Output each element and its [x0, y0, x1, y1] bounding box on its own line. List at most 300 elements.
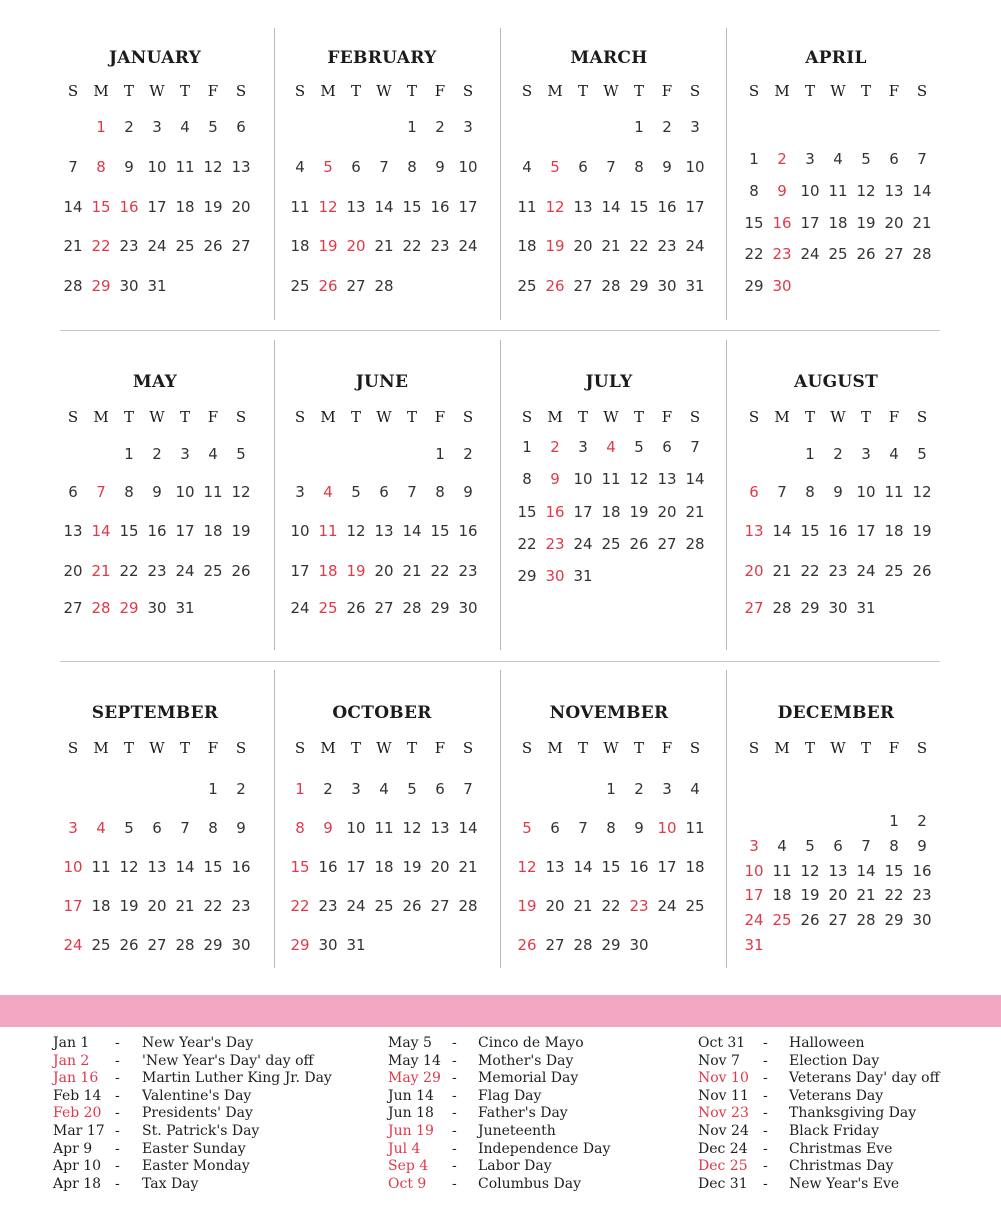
day-cell: 12: [629, 470, 649, 488]
day-cell: 17: [657, 858, 677, 876]
day-cell: 23: [545, 535, 565, 553]
day-cell: 28: [458, 897, 478, 915]
day-cell: 30: [545, 567, 565, 585]
day-cell: 14: [685, 470, 705, 488]
day-cell: 10: [800, 182, 820, 200]
holiday-date: Sep 4: [388, 1158, 429, 1175]
day-cell: 1: [889, 812, 899, 830]
day-cell: 15: [430, 522, 450, 540]
day-cell: 21: [175, 897, 195, 915]
month-title: FEBRUARY: [327, 48, 437, 68]
weekday-label: T: [179, 82, 190, 100]
divider-vertical: [500, 28, 501, 320]
day-cell: 2: [777, 150, 787, 168]
weekday-label: M: [93, 408, 109, 426]
day-cell: 10: [290, 522, 310, 540]
month-title: DECEMBER: [777, 703, 895, 723]
day-cell: 1: [295, 780, 305, 798]
day-cell: 18: [290, 237, 310, 255]
day-cell: 7: [690, 438, 700, 456]
weekday-label: W: [603, 82, 619, 100]
day-cell: 31: [346, 936, 366, 954]
day-cell: 19: [629, 503, 649, 521]
day-cell: 17: [175, 522, 195, 540]
day-cell: 28: [685, 535, 705, 553]
day-cell: 29: [517, 567, 537, 585]
day-cell: 8: [208, 819, 218, 837]
day-cell: 23: [231, 897, 251, 915]
day-cell: 30: [629, 936, 649, 954]
day-cell: 5: [522, 819, 532, 837]
day-cell: 1: [805, 445, 815, 463]
day-cell: 7: [606, 158, 616, 176]
day-cell: 16: [912, 861, 932, 880]
day-cell: 17: [290, 562, 310, 580]
weekday-label: F: [888, 408, 900, 426]
day-cell: 4: [522, 158, 532, 176]
holiday-separator: -: [763, 1140, 768, 1157]
day-cell: 31: [685, 277, 705, 295]
weekday-label: S: [689, 408, 701, 426]
weekday-label: W: [149, 82, 165, 100]
holiday-date: Apr 9: [53, 1140, 93, 1157]
day-cell: 7: [68, 158, 78, 176]
weekday-label: F: [207, 739, 219, 757]
day-cell: 25: [772, 911, 792, 930]
day-cell: 14: [458, 819, 478, 837]
day-cell: 2: [152, 445, 162, 463]
weekday-label: F: [888, 82, 900, 100]
day-cell: 19: [231, 522, 251, 540]
day-cell: 21: [912, 214, 932, 232]
holiday-name: Mother's Day: [478, 1052, 574, 1069]
day-cell: 11: [828, 182, 848, 200]
day-cell: 18: [517, 237, 537, 255]
day-cell: 26: [629, 535, 649, 553]
day-cell: 14: [912, 182, 932, 200]
day-cell: 15: [203, 858, 223, 876]
day-cell: 6: [662, 438, 672, 456]
day-cell: 22: [119, 562, 139, 580]
day-cell: 5: [805, 836, 815, 855]
month-title: JULY: [585, 372, 633, 392]
day-cell: 23: [772, 245, 792, 263]
day-cell: 9: [236, 819, 246, 837]
weekday-label: S: [235, 739, 247, 757]
day-cell: 26: [203, 237, 223, 255]
day-cell: 29: [119, 599, 139, 617]
holiday-name: Election Day: [789, 1052, 880, 1069]
day-cell: 2: [463, 445, 473, 463]
day-cell: 5: [124, 819, 134, 837]
day-cell: 24: [800, 245, 820, 263]
day-cell: 18: [203, 522, 223, 540]
day-cell: 1: [606, 780, 616, 798]
weekday-label: F: [888, 739, 900, 757]
day-cell: 18: [884, 522, 904, 540]
day-cell: 16: [430, 198, 450, 216]
weekday-label: S: [748, 82, 760, 100]
holiday-name: Cinco de Mayo: [478, 1035, 584, 1051]
day-cell: 1: [435, 445, 445, 463]
day-cell: 16: [458, 522, 478, 540]
day-cell: 10: [63, 858, 83, 876]
weekday-label: M: [774, 408, 790, 426]
day-cell: 19: [318, 237, 338, 255]
day-cell: 19: [800, 886, 820, 905]
day-cell: 26: [231, 562, 251, 580]
day-cell: 22: [629, 237, 649, 255]
holiday-separator: -: [115, 1087, 120, 1104]
weekday-label: S: [916, 82, 928, 100]
day-cell: 27: [63, 599, 83, 617]
day-cell: 26: [912, 562, 932, 580]
day-cell: 15: [601, 858, 621, 876]
day-cell: 26: [346, 599, 366, 617]
day-cell: 29: [800, 599, 820, 617]
weekday-label: F: [661, 82, 673, 100]
day-cell: 28: [912, 245, 932, 263]
weekday-label: S: [235, 408, 247, 426]
day-cell: 2: [662, 118, 672, 136]
day-cell: 15: [402, 198, 422, 216]
day-cell: 27: [430, 897, 450, 915]
weekday-label: T: [179, 739, 190, 757]
pink-band: [0, 995, 1001, 1027]
day-cell: 22: [800, 562, 820, 580]
day-cell: 26: [800, 911, 820, 930]
day-cell: 20: [657, 503, 677, 521]
holiday-name: 'New Year's Day' day off: [142, 1052, 314, 1069]
day-cell: 11: [203, 483, 223, 501]
day-cell: 12: [318, 198, 338, 216]
day-cell: 5: [323, 158, 333, 176]
day-cell: 13: [346, 198, 366, 216]
day-cell: 27: [657, 535, 677, 553]
holiday-name: Father's Day: [478, 1105, 568, 1122]
holiday-date: Dec 24: [698, 1140, 748, 1157]
day-cell: 25: [884, 562, 904, 580]
weekday-label: T: [123, 82, 134, 100]
day-cell: 16: [147, 522, 167, 540]
day-cell: 2: [917, 812, 927, 830]
day-cell: 3: [295, 483, 305, 501]
day-cell: 25: [828, 245, 848, 263]
day-cell: 24: [573, 535, 593, 553]
day-cell: 9: [152, 483, 162, 501]
holiday-separator: -: [763, 1070, 768, 1087]
day-cell: 30: [458, 599, 478, 617]
holiday-date: Mar 17: [53, 1123, 105, 1139]
holiday-name: Columbus Day: [478, 1175, 582, 1192]
day-cell: 28: [175, 936, 195, 954]
day-cell: 24: [346, 897, 366, 915]
weekday-label: T: [577, 82, 588, 100]
holiday-date: Oct 9: [388, 1175, 427, 1192]
weekday-label: S: [462, 408, 474, 426]
weekday-label: S: [294, 408, 306, 426]
day-cell: 12: [856, 182, 876, 200]
holiday-name: New Year's Eve: [789, 1175, 900, 1192]
holiday-name: New Year's Day: [142, 1035, 254, 1051]
day-cell: 2: [323, 780, 333, 798]
day-cell: 7: [463, 780, 473, 798]
day-cell: 19: [346, 562, 366, 580]
day-cell: 6: [889, 150, 899, 168]
day-cell: 17: [744, 886, 764, 905]
day-cell: 7: [180, 819, 190, 837]
day-cell: 31: [744, 936, 764, 954]
day-cell: 25: [203, 562, 223, 580]
day-cell: 10: [657, 819, 677, 837]
day-cell: 8: [634, 158, 644, 176]
weekday-label: F: [661, 408, 673, 426]
weekday-label: W: [830, 739, 846, 757]
holiday-name: Christmas Day: [789, 1158, 894, 1175]
day-cell: 30: [231, 936, 251, 954]
weekday-label: S: [689, 82, 701, 100]
day-cell: 2: [550, 438, 560, 456]
day-cell: 25: [290, 277, 310, 295]
day-cell: 20: [63, 562, 83, 580]
day-cell: 21: [772, 562, 792, 580]
holiday-name: Halloween: [789, 1035, 865, 1051]
day-cell: 30: [657, 277, 677, 295]
day-cell: 25: [601, 535, 621, 553]
holiday-date: Jan 16: [53, 1070, 99, 1087]
day-cell: 9: [435, 158, 445, 176]
holiday-date: Dec 25: [698, 1158, 748, 1175]
day-cell: 14: [856, 861, 876, 880]
weekday-label: T: [860, 739, 871, 757]
weekday-label: S: [916, 739, 928, 757]
holiday-name: Veterans Day: [789, 1087, 884, 1104]
weekday-label: T: [123, 408, 134, 426]
day-cell: 7: [379, 158, 389, 176]
day-cell: 13: [231, 158, 251, 176]
day-cell: 25: [318, 599, 338, 617]
day-cell: 11: [290, 198, 310, 216]
day-cell: 2: [124, 118, 134, 136]
day-cell: 22: [884, 886, 904, 905]
weekday-label: S: [67, 739, 79, 757]
day-cell: 9: [550, 470, 560, 488]
day-cell: 26: [517, 936, 537, 954]
day-cell: 6: [379, 483, 389, 501]
day-cell: 20: [573, 237, 593, 255]
holiday-date: Oct 31: [698, 1035, 746, 1051]
holiday-separator: -: [115, 1035, 120, 1051]
day-cell: 7: [777, 483, 787, 501]
holiday-separator: -: [452, 1052, 457, 1069]
day-cell: 8: [522, 470, 532, 488]
holiday-date: May 29: [388, 1070, 441, 1087]
weekday-label: W: [376, 739, 392, 757]
day-cell: 15: [800, 522, 820, 540]
day-cell: 27: [374, 599, 394, 617]
day-cell: 2: [435, 118, 445, 136]
month-title: MARCH: [570, 48, 648, 68]
divider-vertical: [726, 670, 727, 968]
day-cell: 8: [295, 819, 305, 837]
day-cell: 15: [884, 861, 904, 880]
day-cell: 3: [805, 150, 815, 168]
divider-vertical: [274, 28, 275, 320]
day-cell: 6: [435, 780, 445, 798]
day-cell: 13: [657, 470, 677, 488]
day-cell: 28: [856, 911, 876, 930]
day-cell: 21: [856, 886, 876, 905]
day-cell: 13: [430, 819, 450, 837]
weekday-label: T: [406, 739, 417, 757]
weekday-label: T: [123, 739, 134, 757]
day-cell: 14: [573, 858, 593, 876]
holiday-name: St. Patrick's Day: [142, 1123, 260, 1139]
day-cell: 18: [685, 858, 705, 876]
day-cell: 30: [318, 936, 338, 954]
day-cell: 4: [180, 118, 190, 136]
holiday-date: Feb 14: [53, 1087, 102, 1104]
weekday-label: M: [320, 408, 336, 426]
holiday-name: Memorial Day: [478, 1070, 579, 1087]
weekday-label: T: [406, 408, 417, 426]
holiday-name: Presidents' Day: [142, 1105, 253, 1122]
weekday-label: W: [376, 408, 392, 426]
day-cell: 20: [828, 886, 848, 905]
day-cell: 6: [351, 158, 361, 176]
weekday-label: S: [748, 739, 760, 757]
holiday-name: Thanksgiving Day: [789, 1105, 917, 1122]
day-cell: 3: [662, 780, 672, 798]
day-cell: 26: [545, 277, 565, 295]
holiday-separator: -: [115, 1070, 120, 1087]
holiday-date: Jun 14: [388, 1087, 434, 1104]
holiday-separator: -: [452, 1158, 457, 1175]
day-cell: 5: [861, 150, 871, 168]
day-cell: 3: [690, 118, 700, 136]
day-cell: 3: [152, 118, 162, 136]
day-cell: 23: [629, 897, 649, 915]
holiday-separator: -: [115, 1123, 120, 1139]
holiday-name: Labor Day: [478, 1158, 552, 1175]
day-cell: 24: [744, 911, 764, 930]
day-cell: 6: [550, 819, 560, 837]
weekday-label: S: [521, 82, 533, 100]
day-cell: 3: [351, 780, 361, 798]
day-cell: 15: [119, 522, 139, 540]
day-cell: 21: [402, 562, 422, 580]
weekday-label: T: [860, 408, 871, 426]
day-cell: 4: [777, 836, 787, 855]
day-cell: 23: [430, 237, 450, 255]
holiday-name: Martin Luther King Jr. Day: [142, 1070, 332, 1087]
day-cell: 20: [430, 858, 450, 876]
day-cell: 10: [744, 861, 764, 880]
day-cell: 10: [856, 483, 876, 501]
day-cell: 24: [685, 237, 705, 255]
day-cell: 5: [208, 118, 218, 136]
day-cell: 21: [374, 237, 394, 255]
day-cell: 14: [91, 522, 111, 540]
day-cell: 6: [578, 158, 588, 176]
day-cell: 11: [601, 470, 621, 488]
weekday-label: M: [320, 82, 336, 100]
day-cell: 6: [68, 483, 78, 501]
weekday-label: T: [633, 739, 644, 757]
holiday-separator: -: [763, 1035, 768, 1051]
day-cell: 16: [629, 858, 649, 876]
day-cell: 19: [912, 522, 932, 540]
day-cell: 16: [772, 214, 792, 232]
day-cell: 10: [175, 483, 195, 501]
day-cell: 19: [203, 198, 223, 216]
day-cell: 22: [91, 237, 111, 255]
weekday-label: S: [689, 739, 701, 757]
day-cell: 14: [374, 198, 394, 216]
weekday-label: F: [434, 739, 446, 757]
day-cell: 13: [374, 522, 394, 540]
day-cell: 12: [800, 861, 820, 880]
day-cell: 26: [318, 277, 338, 295]
day-cell: 29: [91, 277, 111, 295]
day-cell: 3: [749, 836, 759, 855]
holiday-name: Veterans Day' day off: [789, 1070, 940, 1087]
day-cell: 4: [690, 780, 700, 798]
weekday-label: F: [207, 82, 219, 100]
weekday-label: W: [830, 408, 846, 426]
day-cell: 3: [463, 118, 473, 136]
day-cell: 30: [912, 911, 932, 930]
day-cell: 22: [517, 535, 537, 553]
weekday-label: S: [294, 739, 306, 757]
day-cell: 31: [175, 599, 195, 617]
day-cell: 23: [119, 237, 139, 255]
holiday-name: Easter Sunday: [142, 1140, 246, 1157]
day-cell: 16: [657, 198, 677, 216]
holiday-separator: -: [452, 1087, 457, 1104]
weekday-label: W: [149, 739, 165, 757]
holiday-separator: -: [763, 1052, 768, 1069]
day-cell: 25: [91, 936, 111, 954]
weekday-label: M: [93, 82, 109, 100]
day-cell: 5: [634, 438, 644, 456]
day-cell: 30: [119, 277, 139, 295]
holiday-date: Jul 4: [388, 1140, 421, 1157]
day-cell: 4: [208, 445, 218, 463]
day-cell: 2: [236, 780, 246, 798]
day-cell: 21: [91, 562, 111, 580]
day-cell: 17: [63, 897, 83, 915]
holiday-name: Juneteenth: [478, 1123, 556, 1139]
day-cell: 26: [402, 897, 422, 915]
holiday-separator: -: [452, 1035, 457, 1051]
holiday-date: Nov 11: [698, 1087, 749, 1104]
holiday-date: Dec 31: [698, 1175, 748, 1192]
divider-horizontal: [60, 661, 940, 662]
holiday-separator: -: [115, 1175, 120, 1192]
day-cell: 20: [374, 562, 394, 580]
month-title: JANUARY: [108, 48, 202, 68]
weekday-label: T: [633, 408, 644, 426]
weekday-label: S: [748, 408, 760, 426]
day-cell: 15: [290, 858, 310, 876]
day-cell: 17: [800, 214, 820, 232]
day-cell: 23: [318, 897, 338, 915]
weekday-label: S: [462, 82, 474, 100]
day-cell: 9: [777, 182, 787, 200]
day-cell: 27: [884, 245, 904, 263]
day-cell: 1: [634, 118, 644, 136]
